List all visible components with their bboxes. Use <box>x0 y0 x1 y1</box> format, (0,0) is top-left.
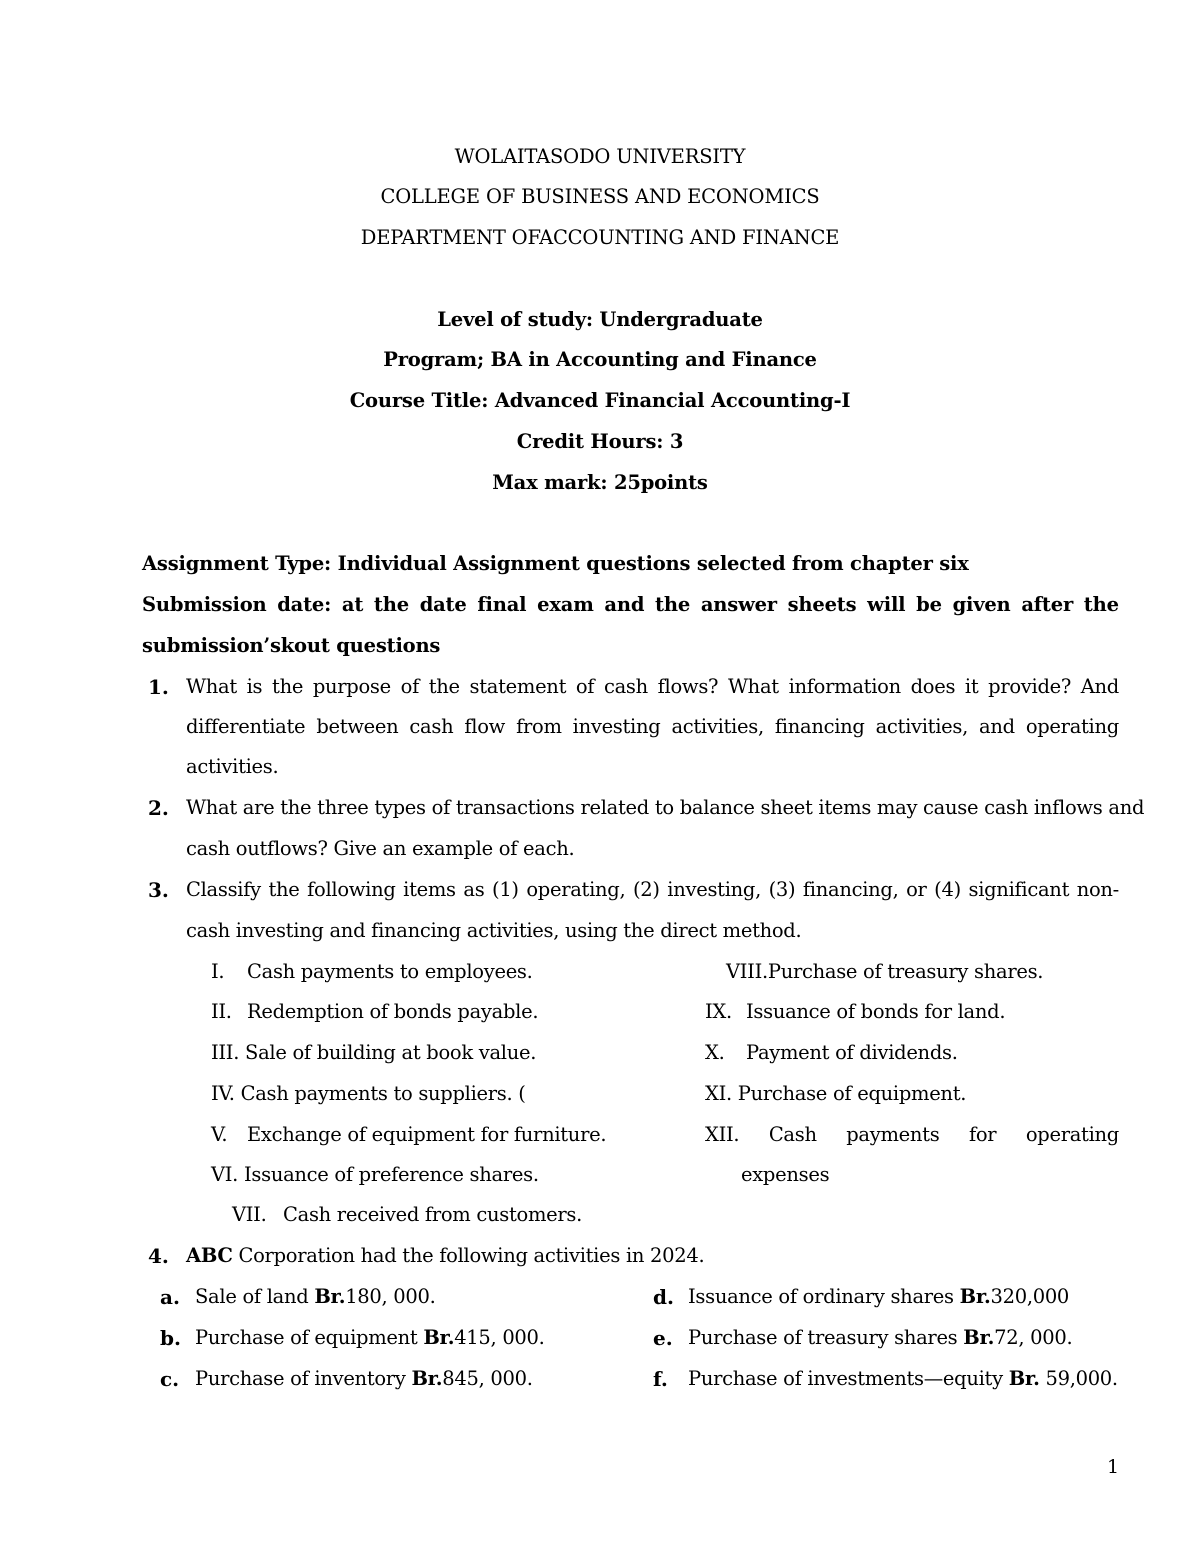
word: as <box>463 878 485 901</box>
word: does <box>910 675 956 698</box>
word: of <box>400 675 419 698</box>
list-item: XI. Purchase of equipment. <box>705 1082 967 1105</box>
word: from <box>516 715 562 738</box>
word: Submission <box>142 593 267 616</box>
word: is <box>246 675 263 698</box>
word: significant <box>968 878 1070 901</box>
list-item-letter: a. <box>160 1285 180 1309</box>
program: Program; BA in Accounting and Finance <box>383 348 817 371</box>
list-item-text: Redemption of bonds payable. <box>247 1000 539 1023</box>
word: exam <box>537 593 594 616</box>
list-item: Sale of land Br.180, 000. <box>195 1285 436 1308</box>
word: the <box>268 878 300 901</box>
list-item: Purchase of equipment Br.415, 000. <box>195 1326 545 1349</box>
word: information <box>788 675 901 698</box>
word: and <box>604 593 645 616</box>
word: operating, <box>526 878 626 901</box>
word: Cash <box>768 1123 817 1146</box>
question-2-text: What are the three types of transactions related to balance sheet items may cause cash inflows and <box>186 796 1145 819</box>
list-item-text: Cash received from customers. <box>283 1203 582 1226</box>
word: at <box>341 593 364 616</box>
course-title: Course Title: Advanced Financial Accounting-I <box>349 389 851 412</box>
word: What <box>186 675 237 698</box>
list-item: IV. Cash payments to suppliers. ( <box>211 1082 526 1105</box>
word: be <box>916 593 942 616</box>
word: (3) <box>768 878 796 901</box>
word: the <box>272 675 304 698</box>
assignment-type: Assignment Type: Individual Assignment questions selected from chapter six <box>142 552 969 575</box>
word: given <box>952 593 1011 616</box>
word: (1) <box>492 878 519 901</box>
word: the <box>655 593 691 616</box>
word: flow <box>464 715 506 738</box>
word: Classify <box>186 878 261 901</box>
word: and <box>979 715 1015 738</box>
word: financing, <box>802 878 899 901</box>
word: (2) <box>632 878 660 901</box>
level-of-study: Level of study: Undergraduate <box>437 308 763 331</box>
word: payments <box>846 1123 940 1146</box>
list-item-letter: b. <box>160 1326 181 1350</box>
list-item: III. Sale of building at book value. <box>211 1041 537 1064</box>
word: activities, <box>671 715 764 738</box>
word: statement <box>469 675 567 698</box>
list-item: II. <box>211 1000 232 1023</box>
question-2-text-cont: cash outflows? Give an example of each. <box>186 837 575 860</box>
word: financing <box>774 715 865 738</box>
college-name: COLLEGE OF BUSINESS AND ECONOMICS <box>380 185 820 208</box>
word: following <box>307 878 396 901</box>
department-name: DEPARTMENT OFACCOUNTING AND FINANCE <box>360 226 840 249</box>
word: investing <box>572 715 661 738</box>
word: for <box>968 1123 997 1146</box>
word: date: <box>277 593 332 616</box>
question-3-text <box>186 880 1119 900</box>
list-item: V. <box>211 1123 228 1146</box>
list-item: Purchase of investments—equity Br. 59,000. <box>688 1367 1118 1390</box>
word: investing, <box>667 878 761 901</box>
question-1-text-end: activities. <box>186 755 279 778</box>
max-mark: Max mark: 25points <box>492 471 708 494</box>
word: cash <box>603 675 648 698</box>
word: What <box>727 675 779 698</box>
word: items <box>403 878 456 901</box>
word: purpose <box>312 675 391 698</box>
question-3-number: 3. <box>148 878 169 902</box>
word: or <box>906 878 927 901</box>
list-item-letter: d. <box>653 1285 674 1309</box>
word: the <box>1083 593 1119 616</box>
question-1-text-cont <box>186 717 1119 737</box>
word: after <box>1021 593 1074 616</box>
word: XII. <box>705 1123 740 1146</box>
list-item-text: expenses <box>741 1163 830 1186</box>
list-item: Purchase of inventory Br.845, 000. <box>195 1367 533 1390</box>
list-item: I. <box>211 960 225 983</box>
word: the <box>428 675 460 698</box>
word: differentiate <box>186 715 306 738</box>
word: the <box>373 593 409 616</box>
word: cash <box>409 715 454 738</box>
word: And <box>1080 675 1119 698</box>
word: non- <box>1076 878 1119 901</box>
word: flows? <box>657 675 719 698</box>
word: will <box>867 593 906 616</box>
list-item-letter: c. <box>160 1367 180 1391</box>
list-item-text: Issuance of bonds for land. <box>746 1000 1006 1023</box>
word: of <box>575 675 595 698</box>
word: it <box>964 675 979 698</box>
list-item: VIII.Purchase of treasury shares. <box>726 960 1044 983</box>
word: operating <box>1025 715 1119 738</box>
list-item: VI. Issuance of preference shares. <box>211 1163 539 1186</box>
list-item: X. <box>705 1041 725 1064</box>
list-item-text: Payment of dividends. <box>746 1041 958 1064</box>
question-2-number: 2. <box>148 796 169 820</box>
list-item: Issuance of ordinary shares Br.320,000 <box>688 1285 1070 1308</box>
word: between <box>316 715 399 738</box>
submission-date-cont: submission’skout questions <box>142 634 441 657</box>
word: sheets <box>787 593 857 616</box>
word: provide? <box>988 675 1072 698</box>
question-1-text <box>186 677 1119 697</box>
university-name: WOLAITASODO UNIVERSITY <box>454 145 746 168</box>
list-item-text: Cash payments to employees. <box>247 960 533 983</box>
list-item-text: Exchange of equipment for furniture. <box>247 1123 607 1146</box>
word: answer <box>700 593 777 616</box>
list-item-letter: e. <box>653 1326 673 1350</box>
page-number: 1 <box>1107 1456 1120 1478</box>
question-3-text-cont: cash investing and financing activities, using the direct method. <box>186 919 802 942</box>
credit-hours: Credit Hours: 3 <box>516 430 684 453</box>
list-item: VII. <box>232 1203 267 1226</box>
list-item-letter: f. <box>653 1367 668 1391</box>
list-item: Purchase of treasury shares Br.72, 000. <box>688 1326 1073 1349</box>
list-item <box>705 1125 1119 1145</box>
question-4-number: 4. <box>148 1244 169 1268</box>
question-1-number: 1. <box>148 675 169 699</box>
submission-date <box>142 595 1119 615</box>
list-item: IX. <box>705 1000 732 1023</box>
word: operating <box>1025 1123 1119 1146</box>
word: activities, <box>875 715 968 738</box>
question-4-text: ABC Corporation had the following activities in 2024. <box>186 1244 705 1267</box>
word: final <box>477 593 527 616</box>
word: date <box>419 593 467 616</box>
word: (4) <box>934 878 961 901</box>
